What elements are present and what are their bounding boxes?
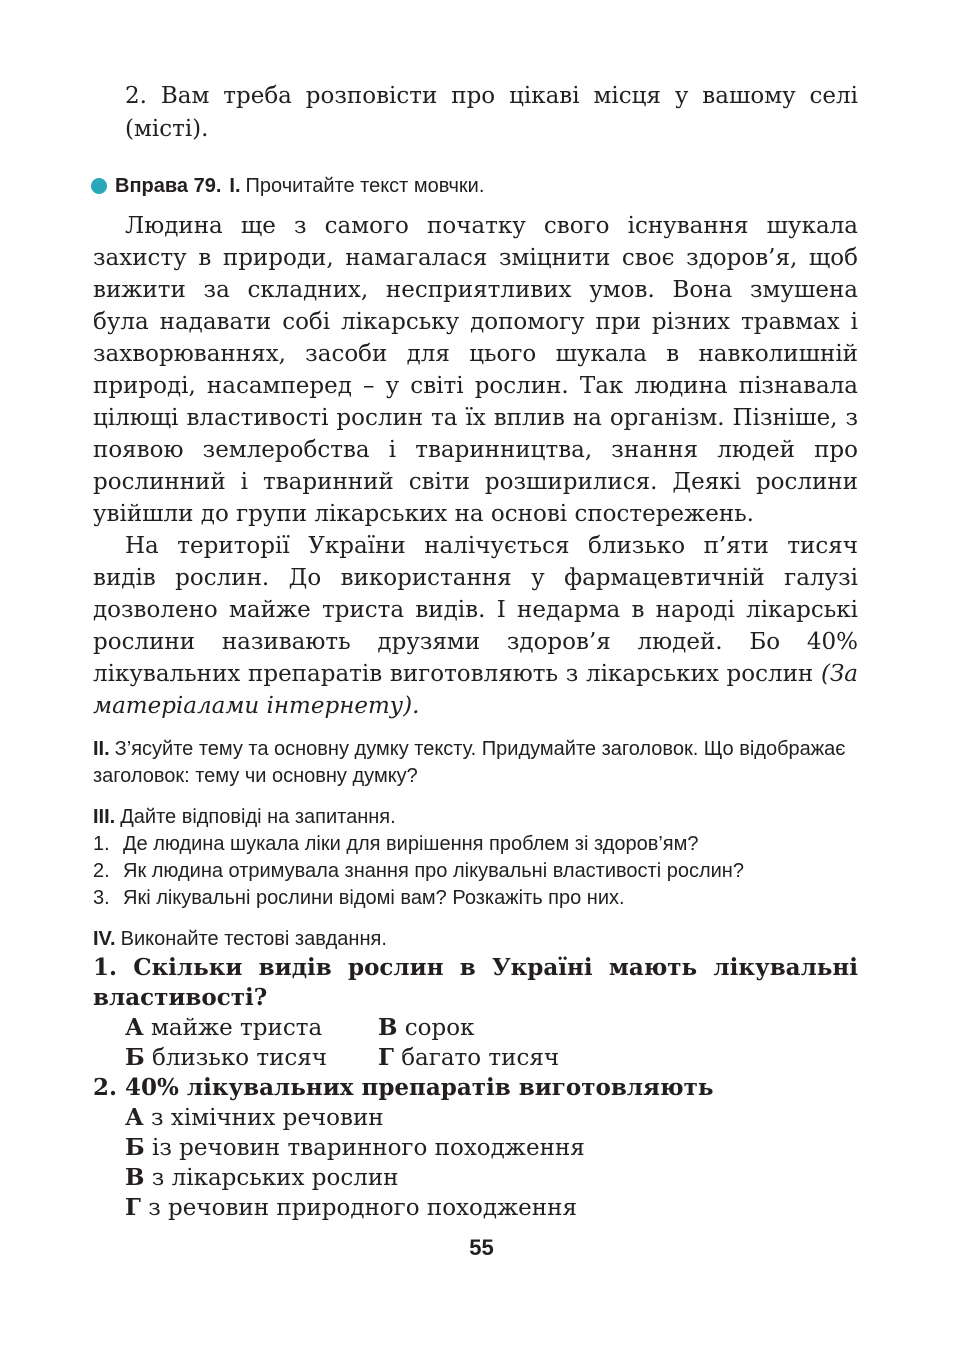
task-2-instruction: З’ясуйте тему та основну думку тексту. Придумайте заголовок. Що відображає заголовок: тему чи основну думку? xyxy=(93,738,846,787)
task-3-instruction: Дайте відповіді на запитання. xyxy=(120,806,396,828)
question-list xyxy=(93,831,858,912)
test-option xyxy=(125,1013,378,1043)
option-text: сорок xyxy=(404,1015,475,1041)
option-text: багато тисяч xyxy=(401,1045,560,1071)
option-letter: А xyxy=(125,1104,144,1131)
text-paragraph-1: Людина ще з самого початку свого існування шукала захисту в природи, намагалася зміцнити своє здоров’я, щоб вижити за складних, несприятливих умов. Вона змушена була надавати собі лікарську допомогу при різних травмах і захворюваннях, засоби для цього шукала в навколишній природі, насамперед – у світі рослин. Так людина пізнавала цілющі властивості рослин та їх вплив на організм. Пізніше, з появою землеробства і тваринництва, знання людей про рослинний і тваринний світи розширилися. Деякі рослини увійшли до групи лікарських на основі спостережень. xyxy=(93,213,858,527)
test-options-1 xyxy=(125,1013,858,1073)
part-number: I. xyxy=(229,175,241,197)
question-text: Як людина отримувала знання про лікувальні властивості рослин? xyxy=(123,860,744,882)
option-letter: В xyxy=(378,1014,398,1041)
reading-text xyxy=(93,210,858,722)
question-number: 3. xyxy=(93,887,110,909)
text-paragraph-2-body: На території України налічується близько п’яти тисяч видів рослин. До використання у фармацевтичній галузі дозволено майже триста видів. І недарма в народі лікарські рослини називають друзями здоров’я людей. Бо 40% лікувальних препаратів виготовляють з лікарських рослин xyxy=(93,533,858,687)
question-item xyxy=(93,858,858,885)
test-option xyxy=(378,1043,638,1073)
option-letter: Б xyxy=(125,1134,145,1161)
test-options-2 xyxy=(125,1103,858,1223)
part-number: IV. xyxy=(93,928,116,950)
text-source: (За матеріалами інтернету). xyxy=(93,661,858,719)
option-text: з лікарських рослин xyxy=(151,1165,399,1191)
option-text: з хімічних речовин xyxy=(151,1105,384,1131)
test-option xyxy=(125,1163,858,1193)
option-letter: В xyxy=(125,1164,145,1191)
bullet-icon xyxy=(91,178,107,194)
test-option xyxy=(125,1133,858,1163)
task-3-text xyxy=(93,804,858,831)
option-letter: Г xyxy=(378,1044,394,1071)
task-4-instruction: Виконайте тестові завдання. xyxy=(120,928,387,950)
option-letter: Г xyxy=(125,1194,141,1221)
page-number: 55 xyxy=(469,1235,494,1260)
exercise-heading xyxy=(93,172,858,200)
question-item xyxy=(93,885,858,912)
text-paragraph-2 xyxy=(93,530,858,722)
test-option xyxy=(125,1043,378,1073)
task-2-text xyxy=(93,736,858,790)
question-number: 2. xyxy=(93,860,110,882)
option-letter: Б xyxy=(125,1044,145,1071)
part-number: III. xyxy=(93,806,116,828)
task-4-text xyxy=(93,926,858,953)
test-option xyxy=(378,1013,638,1043)
test-question-1: 1. Скільки видів рослин в Україні мають лікувальні властивості? xyxy=(93,954,858,1011)
task-2 xyxy=(93,736,858,790)
question-item xyxy=(93,831,858,858)
part-number: II. xyxy=(93,738,110,760)
test-question-2: 2. 40% лікувальних препаратів виготовляють xyxy=(93,1074,714,1101)
test-option xyxy=(125,1103,858,1133)
intro-item: 2. Вам треба розповісти про цікаві місця у вашому селі (місті). xyxy=(125,83,858,142)
question-text: Які лікувальні рослини відомі вам? Розкажіть про них. xyxy=(123,887,625,909)
option-text: із речовин тваринного походження xyxy=(151,1135,585,1161)
question-text: Де людина шукала ліки для вирішення проблем зі здоров’ям? xyxy=(123,833,699,855)
exercise-instruction: Прочитайте текст мовчки. xyxy=(245,175,485,197)
option-text: з речовин природного походження xyxy=(148,1195,577,1221)
option-text: майже триста xyxy=(151,1015,323,1041)
task-4 xyxy=(93,926,858,1223)
option-letter: А xyxy=(125,1014,144,1041)
task-3 xyxy=(93,804,858,912)
textbook-page xyxy=(93,80,858,1223)
test-option xyxy=(125,1193,858,1223)
option-text: близько тисяч xyxy=(151,1045,328,1071)
question-number: 1. xyxy=(93,833,110,855)
exercise-label: Вправа 79. xyxy=(115,175,222,197)
